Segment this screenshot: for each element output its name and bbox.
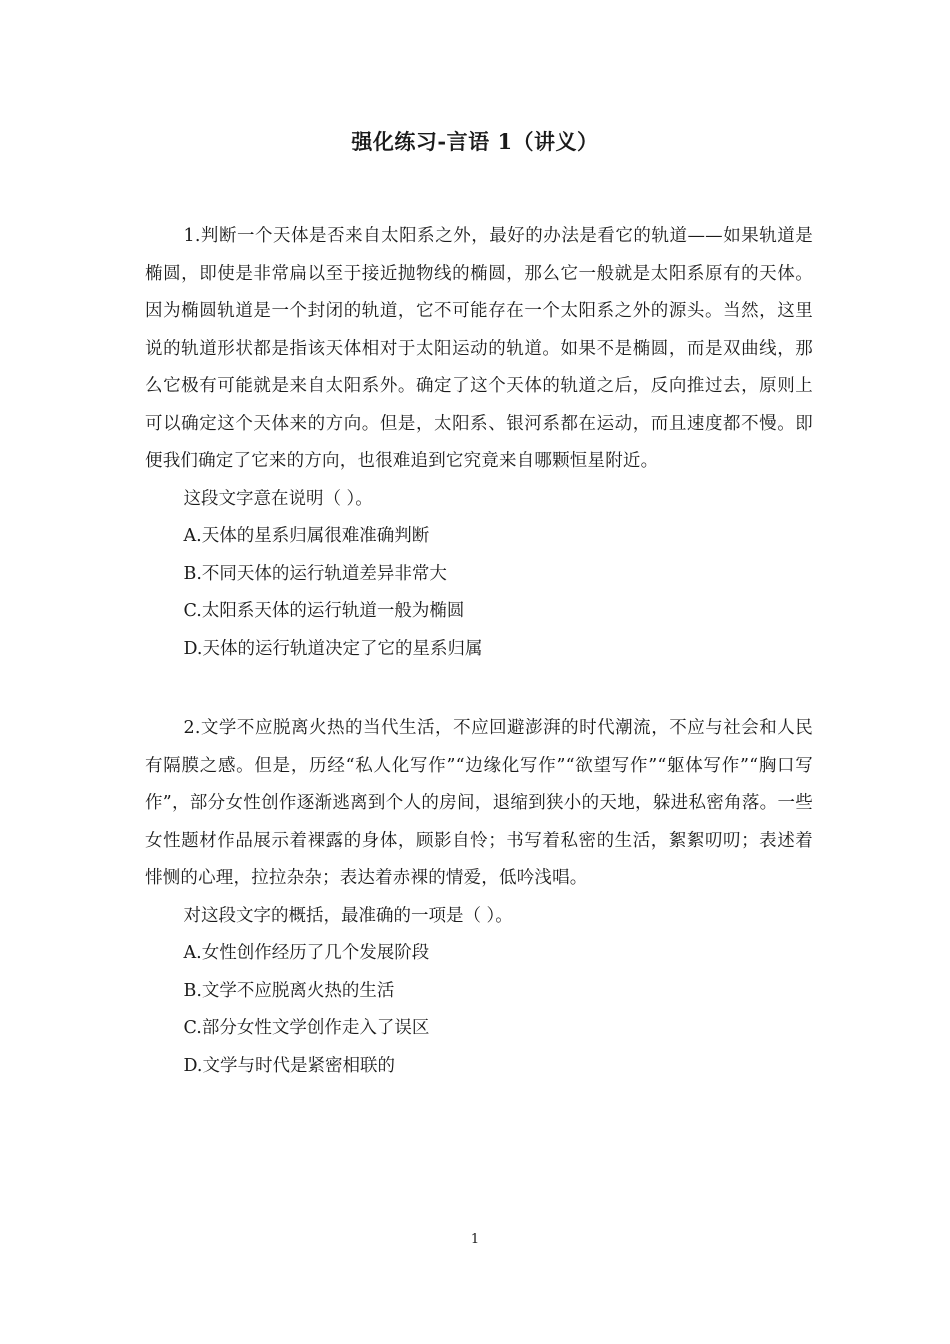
question-2-option-b: B.文学不应脱离火热的生活	[183, 980, 395, 1001]
question-1-option-c: C.太阳系天体的运行轨道一般为椭圆	[183, 601, 465, 621]
question-1-passage: 1.判断一个天体是否来自太阳系之外，最好的办法是看它的轨道——如果轨道是椭圆，即使是非常扁以至于接近抛物线的椭圆，那么它一般就是太阳系原有的天体。因为椭圆轨道是一个封闭的轨道，它不可能存在一个太阳系之外的源头。当然，这里说的轨道形状都是指该天体相对于太阳运动的轨道。如果不是椭圆，而是双曲线，那么它极有可能就是来自太阳系外。确定了这个天体的轨道之后，反向推过去，原则上可以确定这个天体来的方向。但是，太阳系、银河系都在运动，而且速度都不慢。即便我们确定了它来的方向，也很难追到它究竟来自哪颗恒星附近。	[145, 226, 813, 471]
question-2-passage: 2.文学不应脱离火热的当代生活，不应回避澎湃的时代潮流，不应与社会和人民有隔膜之感。但是，历经“私人化写作”“边缘化写作”“欲望写作”“躯体写作”“胸口写作”，部分女性创作逐渐逃离到个人的房间，退缩到狭小的天地，躲进私密角落。一些女性题材作品展示着裸露的身体，顾影自怜；书写着私密的生活，絮絮叨叨；表述着悱恻的心理，拉拉杂杂；表达着赤裸的情爱，低吟浅唱。	[145, 718, 813, 888]
question-2-prompt: 对这段文字的概括，最准确的一项是（ ）。	[183, 905, 513, 926]
question-spacer	[145, 668, 813, 710]
question-2-option-d: D.文学与时代是紧密相联的	[183, 1055, 395, 1076]
question-2-option-a: A.女性创作经历了几个发展阶段	[183, 943, 430, 963]
question-1-option-d: D.天体的运行轨道决定了它的星系归属	[183, 638, 483, 659]
document-title: 强化练习-言语 1（讲义）	[351, 129, 599, 154]
question-1	[145, 218, 813, 668]
page-number: 1	[470, 1232, 480, 1247]
question-2	[145, 710, 813, 1085]
document-body	[145, 218, 813, 1085]
question-1-option-b: B.不同天体的运行轨道差异非常大	[183, 563, 447, 584]
question-1-option-a: A.天体的星系归属很难准确判断	[183, 526, 430, 546]
question-1-prompt: 这段文字意在说明（ ）。	[183, 488, 373, 509]
question-2-option-c: C.部分女性文学创作走入了误区	[183, 1018, 430, 1038]
